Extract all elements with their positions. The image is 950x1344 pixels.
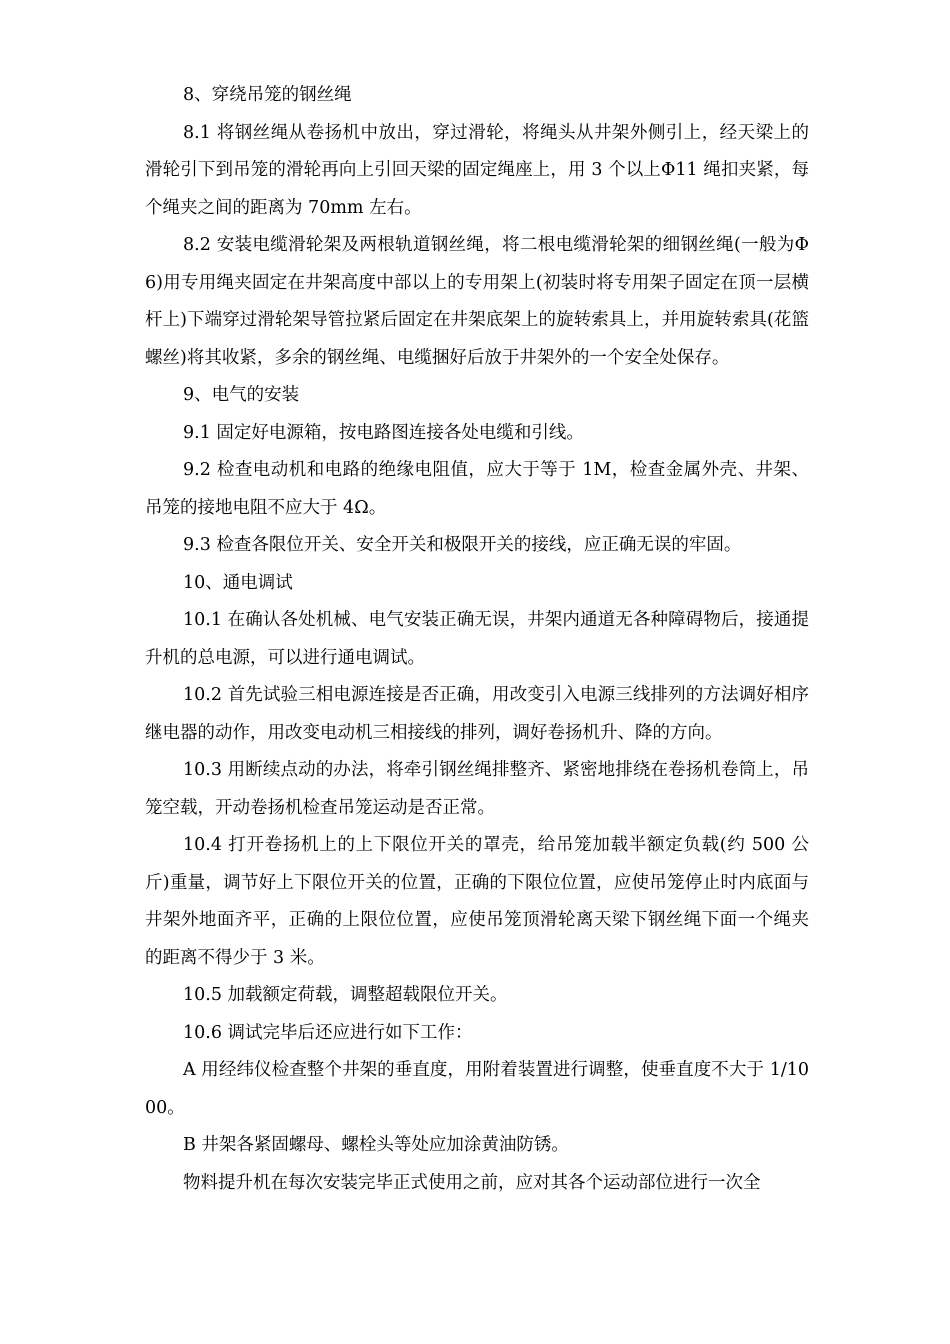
paragraph-10-1: 10.1 在确认各处机械、电气安装正确无误，井架内通道无各种障碍物后，接通提升机的总电源，可以进行通电调试。: [145, 610, 809, 668]
paragraph-8-2: 8.2 安装电缆滑轮架及两根轨道钢丝绳，将二根电缆滑轮架的细钢丝绳(一般为Φ6)用专用绳夹固定在井架高度中部以上的专用架上(初装时将专用架子固定在顶一层横杆上)下端穿过滑轮架导管拉紧后固定在井架底架上的旋转索具上，并用旋转索具(花篮螺丝)将其收紧，多余的钢丝绳、电缆捆好后放于井架外的一个安全处保存。: [145, 235, 809, 368]
paragraph-9-3: 9.3 检查各限位开关、安全开关和极限开关的接线，应正确无误的牢固。: [183, 535, 742, 555]
section-heading-10: 10、通电调试: [183, 572, 293, 593]
paragraph-item-b: B 井架各紧固螺母、螺栓头等处应加涂黄油防锈。: [183, 1135, 569, 1155]
paragraph-10-2: 10.2 首先试验三相电源连接是否正确，用改变引入电源三线排列的方法调好相序继电器的动作，用改变电动机三相接线的排列，调好卷扬机升、降的方向。: [145, 685, 809, 743]
paragraph-9-1: 9.1 固定好电源箱，按电路图连接各处电缆和引线。: [183, 422, 584, 443]
document-body: [145, 77, 809, 1202]
section-heading-8: 8、穿绕吊笼的钢丝绳: [183, 85, 352, 105]
paragraph-closing: 物料提升机在每次安装完毕正式使用之前，应对其各个运动部位进行一次全: [183, 1172, 761, 1193]
paragraph-8-1: 8.1 将钢丝绳从卷扬机中放出，穿过滑轮，将绳头从井架外侧引上，经天梁上的滑轮引下到吊笼的滑轮再向上引回天梁的固定绳座上，用 3 个以上Φ11 绳扣夹紧，每个绳夹之间的距离为 70mm 左右。: [145, 122, 809, 218]
paragraph-10-4: 10.4 打开卷扬机上的上下限位开关的罩壳，给吊笼加载半额定负载(约 500 公斤)重量，调节好上下限位开关的位置，正确的下限位位置，应使吊笼停止时内底面与井架外地面齐平，正确的上限位位置，应使吊笼顶滑轮离天梁下钢丝绳下面一个绳夹的距离不得少于 3 米。: [145, 835, 809, 968]
paragraph-item-a: A 用经纬仪检查整个井架的垂直度，用附着装置进行调整，使垂直度不大于 1/1000。: [145, 1060, 809, 1118]
paragraph-10-3: 10.3 用断续点动的办法，将牵引钢丝绳排整齐、紧密地排绕在卷扬机卷筒上，吊笼空载，开动卷扬机检查吊笼运动是否正常。: [145, 760, 809, 818]
paragraph-10-6: 10.6 调试完毕后还应进行如下工作：: [183, 1022, 473, 1043]
section-heading-9: 9、电气的安装: [183, 385, 300, 405]
paragraph-10-5: 10.5 加载额定荷载，调整超载限位开关。: [183, 985, 508, 1005]
paragraph-9-2: 9.2 检查电动机和电路的绝缘电阻值，应大于等于 1M，检查金属外壳、井架、吊笼的接地电阻不应大于 4Ω。: [145, 460, 809, 518]
